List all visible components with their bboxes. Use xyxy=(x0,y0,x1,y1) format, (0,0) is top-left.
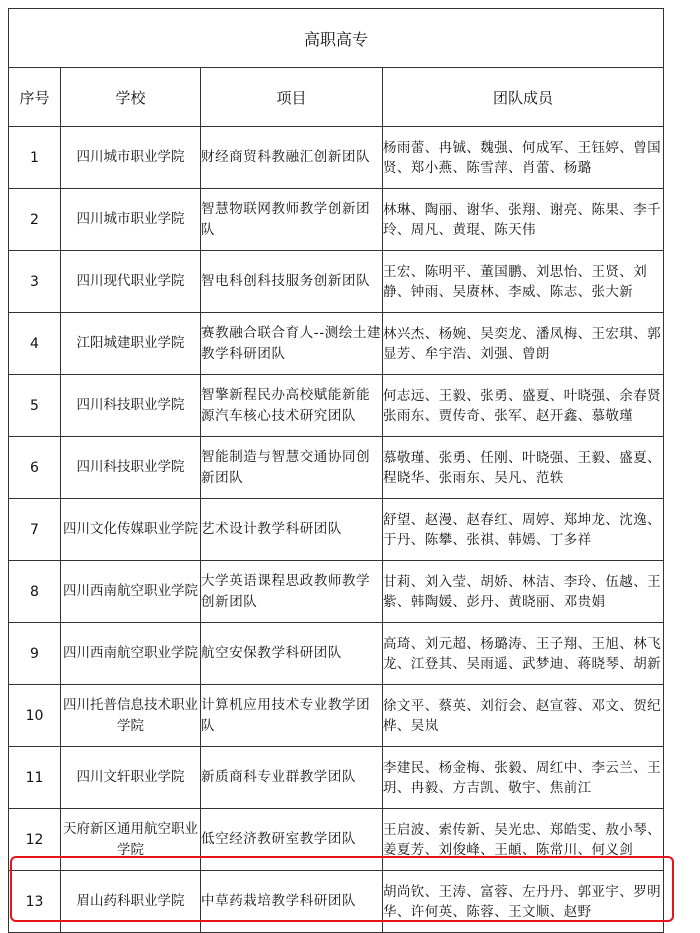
row-project: 新质商科专业群教学团队 xyxy=(201,747,383,809)
row-members: 高琦、刘元超、杨璐涛、王子翔、王旭、林飞龙、江登其、吴雨遥、武梦迪、蒋晓琴、胡新 xyxy=(383,623,664,685)
row-school: 四川托普信息技术职业学院 xyxy=(61,685,201,747)
table-row xyxy=(9,437,664,499)
team-list-table xyxy=(8,8,664,933)
row-index: 12 xyxy=(9,809,61,871)
row-members: 王启波、索传新、吴光忠、郑皓雯、敖小琴、姜夏芳、刘俊峰、王頔、陈常川、何义剑 xyxy=(383,809,664,871)
header-index: 序号 xyxy=(9,68,61,127)
header-project: 项目 xyxy=(201,68,383,127)
row-members: 杨雨蕾、冉铖、魏强、何成军、王钰婷、曾国贤、郑小燕、陈雪萍、肖蕾、杨璐 xyxy=(383,127,664,189)
row-members: 李建民、杨金梅、张毅、周红中、李云兰、王玥、冉毅、方吉凯、敬宇、焦前江 xyxy=(383,747,664,809)
row-index: 6 xyxy=(9,437,61,499)
row-index: 5 xyxy=(9,375,61,437)
row-school: 眉山药科职业学院 xyxy=(61,871,201,933)
row-index: 11 xyxy=(9,747,61,809)
table-row xyxy=(9,189,664,251)
table-row xyxy=(9,499,664,561)
table-row xyxy=(9,375,664,437)
row-project: 智能制造与智慧交通协同创新团队 xyxy=(201,437,383,499)
row-school: 四川西南航空职业学院 xyxy=(61,561,201,623)
row-project: 计算机应用技术专业教学团队 xyxy=(201,685,383,747)
table-row xyxy=(9,313,664,375)
row-members: 甘莉、刘入莹、胡娇、林洁、李玲、伍越、王紫、韩陶媛、彭丹、黄晓丽、邓贵娟 xyxy=(383,561,664,623)
row-project: 智擎新程民办高校赋能新能源汽车核心技术研究团队 xyxy=(201,375,383,437)
row-school: 四川文化传媒职业学院 xyxy=(61,499,201,561)
row-index: 2 xyxy=(9,189,61,251)
row-index: 7 xyxy=(9,499,61,561)
row-members: 慕敬瑾、张勇、任刚、叶晓强、王毅、盛夏、程晓华、张雨东、吴凡、范轶 xyxy=(383,437,664,499)
row-school: 天府新区通用航空职业学院 xyxy=(61,809,201,871)
row-project: 航空安保教学科研团队 xyxy=(201,623,383,685)
row-index: 10 xyxy=(9,685,61,747)
row-project: 赛教融合联合育人--测绘土建教学科研团队 xyxy=(201,313,383,375)
row-members: 舒望、赵漫、赵春红、周婷、郑坤龙、沈逸、于丹、陈攀、张祺、韩嫣、丁多祥 xyxy=(383,499,664,561)
row-index: 1 xyxy=(9,127,61,189)
table-row xyxy=(9,871,664,933)
row-members: 王宏、陈明平、董国鹏、刘思怡、王贤、刘静、钟雨、吴赓林、李威、陈志、张大新 xyxy=(383,251,664,313)
row-school: 江阳城建职业学院 xyxy=(61,313,201,375)
row-members: 胡尚钦、王涛、富蓉、左丹丹、郭亚宇、罗明华、许何英、陈蓉、王文顺、赵野 xyxy=(383,871,664,933)
table-row xyxy=(9,623,664,685)
row-project: 财经商贸科教融汇创新团队 xyxy=(201,127,383,189)
row-school: 四川现代职业学院 xyxy=(61,251,201,313)
row-index: 3 xyxy=(9,251,61,313)
table-row xyxy=(9,127,664,189)
table-row xyxy=(9,747,664,809)
header-row xyxy=(9,68,664,127)
row-members: 林琳、陶丽、谢华、张翔、谢亮、陈果、李千玲、周凡、黄琨、陈天伟 xyxy=(383,189,664,251)
row-school: 四川科技职业学院 xyxy=(61,437,201,499)
row-project: 智慧物联网教师教学创新团队 xyxy=(201,189,383,251)
row-project: 艺术设计教学科研团队 xyxy=(201,499,383,561)
header-members: 团队成员 xyxy=(383,68,664,127)
row-members: 徐文平、蔡英、刘衍会、赵宣蓉、邓文、贺纪桦、吴岚 xyxy=(383,685,664,747)
row-school: 四川城市职业学院 xyxy=(61,189,201,251)
row-index: 4 xyxy=(9,313,61,375)
table-row xyxy=(9,251,664,313)
row-project: 智电科创科技服务创新团队 xyxy=(201,251,383,313)
row-project: 大学英语课程思政教师教学创新团队 xyxy=(201,561,383,623)
table-title: 高职高专 xyxy=(9,9,664,68)
table-row xyxy=(9,809,664,871)
row-project: 低空经济教研室教学团队 xyxy=(201,809,383,871)
row-school: 四川西南航空职业学院 xyxy=(61,623,201,685)
table-row xyxy=(9,561,664,623)
row-school: 四川科技职业学院 xyxy=(61,375,201,437)
row-members: 何志远、王毅、张勇、盛夏、叶晓强、余春贤张雨东、贾传奇、张军、赵开鑫、慕敬瑾 xyxy=(383,375,664,437)
table-row xyxy=(9,685,664,747)
row-index: 8 xyxy=(9,561,61,623)
row-index: 13 xyxy=(9,871,61,933)
table-body xyxy=(9,127,664,933)
row-school: 四川城市职业学院 xyxy=(61,127,201,189)
row-index: 9 xyxy=(9,623,61,685)
row-school: 四川文轩职业学院 xyxy=(61,747,201,809)
row-members: 林兴杰、杨婉、吴奕龙、潘凤梅、王宏琪、郭显芳、牟宇浩、刘强、曾朗 xyxy=(383,313,664,375)
header-school: 学校 xyxy=(61,68,201,127)
row-project: 中草药栽培教学科研团队 xyxy=(201,871,383,933)
